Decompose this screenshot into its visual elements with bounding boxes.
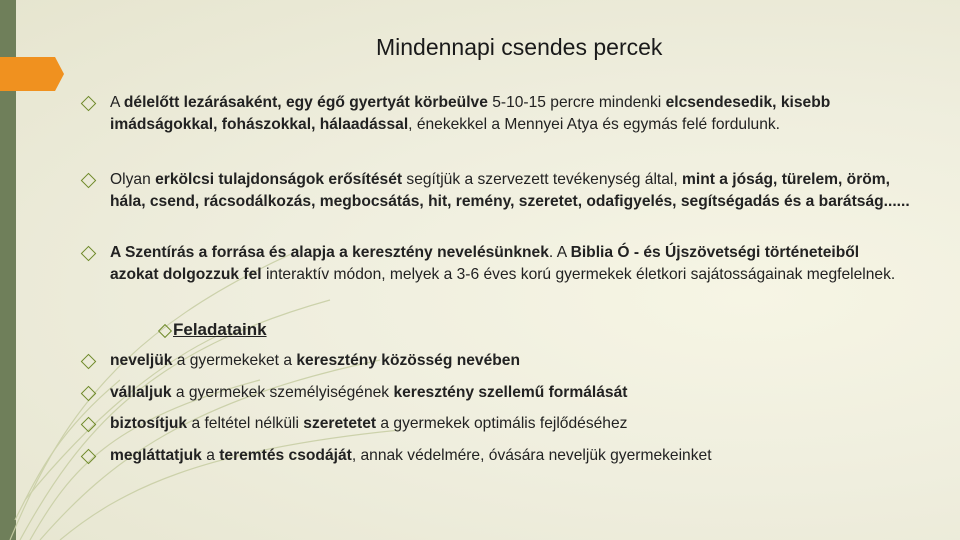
text-run: Olyan xyxy=(110,171,156,188)
bold-text-run: A Szentírás a forrása és alapja a keresztény nevelésünknek xyxy=(110,244,549,261)
diamond-bullet-icon xyxy=(81,449,97,465)
text-run: a gyermekek személyiségének xyxy=(171,384,394,401)
bold-text-run: keresztény közösség nevében xyxy=(296,352,520,369)
slide-title: Mindennapi csendes percek xyxy=(376,34,663,60)
subheading-text: Feladataink xyxy=(173,320,267,339)
task-0 xyxy=(110,350,910,372)
diamond-bullet-icon xyxy=(81,246,97,262)
task-2 xyxy=(110,413,910,435)
paragraph-text xyxy=(110,94,830,133)
diamond-bullet-icon xyxy=(81,354,97,370)
text-run: a xyxy=(201,447,220,464)
diamond-bullet-icon xyxy=(81,417,97,433)
task-1 xyxy=(110,382,910,404)
text-run: segítjük a szervezett tevékenység által, xyxy=(402,171,683,188)
bold-text-run: szeretetet xyxy=(303,415,377,432)
bold-text-run: erkölcsi tulajdonságok erősítését xyxy=(155,171,403,188)
task-text xyxy=(110,447,712,464)
bold-text-run: vállaljuk xyxy=(110,384,172,401)
paragraph-2 xyxy=(110,242,910,286)
diamond-bullet-icon xyxy=(81,386,97,402)
subheading-feladataink xyxy=(173,320,267,340)
diamond-bullet-icon xyxy=(81,173,97,189)
task-text xyxy=(110,415,627,432)
bold-text-run: megláttatjuk xyxy=(110,447,202,464)
paragraph-0 xyxy=(110,92,910,136)
bold-text-run: keresztény szellemű formálását xyxy=(393,384,628,401)
task-text xyxy=(110,384,627,401)
bold-text-run: teremtés csodáját xyxy=(219,447,352,464)
task-3 xyxy=(110,445,910,467)
text-run: A xyxy=(110,94,124,111)
text-run: 5-10-15 percre mindenki xyxy=(487,94,666,111)
text-run: , énekekkel a Mennyei Atya és egymás felé fordulunk. xyxy=(408,116,781,133)
text-run: interaktív módon, melyek a 3-6 éves korú gyermekek életkori sajátosságainak megfelelnek. xyxy=(261,266,896,283)
text-run: a gyermekeket a xyxy=(172,352,297,369)
text-run: a gyermekek optimális fejlődéséhez xyxy=(376,415,628,432)
task-text xyxy=(110,352,520,369)
bold-text-run: elcsendesedik, kisebb imádságokkal, fohászokkal, hálaadással xyxy=(110,94,831,133)
diamond-bullet-icon xyxy=(158,324,172,338)
bold-text-run: neveljük xyxy=(110,352,173,369)
bold-text-run: mint a jóság, türelem, öröm, hála, csend, rácsodálkozás, megbocsátás, hit, remény, szeretet, odafigyelés, segítségadás és a barátság...... xyxy=(110,171,910,210)
text-run: a feltétel nélküli xyxy=(187,415,304,432)
text-run: , annak védelmére, óvására neveljük gyermekeinket xyxy=(351,447,712,464)
bold-text-run: Biblia Ó - és Újszövetségi történeteiből azokat dolgozzuk fel xyxy=(110,244,860,283)
paragraph-text xyxy=(110,244,895,283)
diamond-bullet-icon xyxy=(81,96,97,112)
paragraph-text xyxy=(110,171,910,210)
bold-text-run: délelőtt lezárásaként, egy égő gyertyát körbeülve xyxy=(123,94,488,111)
text-run: . A xyxy=(548,244,571,261)
bold-text-run: biztosítjuk xyxy=(110,415,188,432)
paragraph-1 xyxy=(110,169,910,213)
